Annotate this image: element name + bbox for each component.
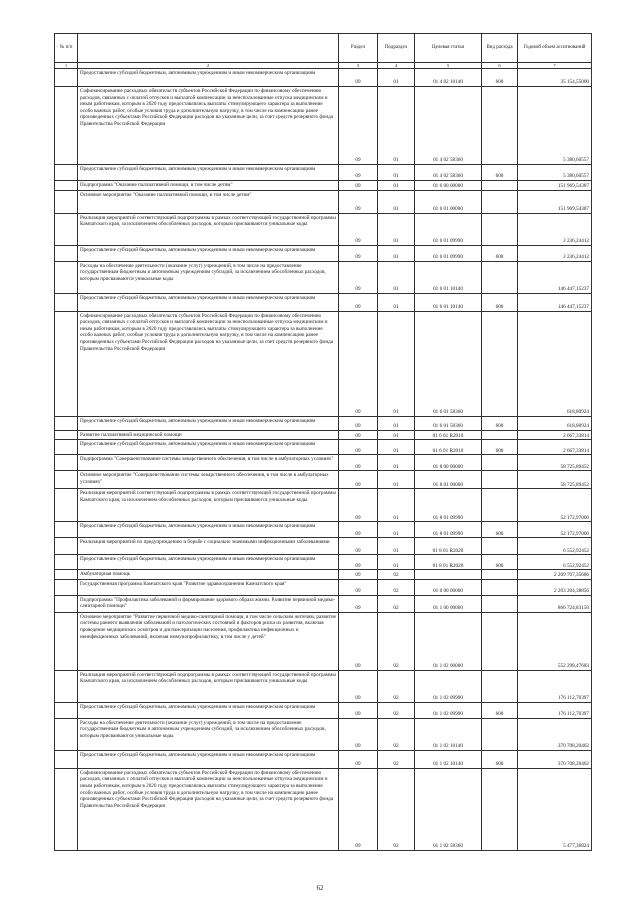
row-expense-type-cell: 600 <box>482 69 518 87</box>
row-expense-type-cell <box>482 455 518 471</box>
row-expense-type-cell: 600 <box>482 293 518 311</box>
header-annual-amount: Годовой объем ассигнований <box>518 34 592 63</box>
row-no-cell <box>55 87 78 165</box>
row-razdel-cell: 09 <box>339 311 378 416</box>
table-row <box>55 293 592 311</box>
row-no-cell <box>55 579 78 595</box>
row-target-article-cell <box>415 570 482 580</box>
row-target-article-cell: 01 4 02 58360 <box>415 165 482 181</box>
row-podrazdel-cell: 01 <box>378 87 415 165</box>
row-razdel-cell: 09 <box>339 489 378 522</box>
row-razdel-cell: 09 <box>339 702 378 718</box>
row-name-cell: Предоставление субсидий бюджетным, автономным учреждениям и иным некоммерческим организациям <box>78 522 339 538</box>
row-name-cell: Предоставление субсидий бюджетным, автономным учреждениям и иным некоммерческим организациям <box>78 440 339 455</box>
row-expense-type-cell: 600 <box>482 555 518 570</box>
row-podrazdel-cell: 01 <box>378 311 415 416</box>
row-no-cell <box>55 69 78 87</box>
row-expense-type-cell <box>482 612 518 670</box>
row-podrazdel-cell: 01 <box>378 245 415 261</box>
row-name-cell: Основное мероприятие "Развитие первичной медико-санитарной помощи, в том числе сельским жителям, развитие системы раннего выявления заболеваний и патологических состояний и факторов риска их развития, включая проведение медицинских осмотров и диспансеризации населения, профилактика инфекционных и неинфекционных заболеваний, включая иммунопрофилактику, в том числе у детей" <box>78 612 339 670</box>
row-name-cell: Предоставление субсидий бюджетным, автономным учреждениям и иным некоммерческим организациям <box>78 245 339 261</box>
row-target-article-cell: 01 6 01 58360 <box>415 311 482 416</box>
table-row <box>55 579 592 595</box>
table-row <box>55 750 592 768</box>
row-name-cell: Расходы на обеспечение деятельности (оказание услуг) учреждений, в том числе на предоставление государственным бюджетным и автономным учреждениям субсидий, за исключением обособленных расходов, которым присваиваются уникальные коды <box>78 718 339 750</box>
budget-sheet <box>54 33 591 851</box>
row-expense-type-cell <box>482 430 518 440</box>
row-podrazdel-cell: 01 <box>378 261 415 293</box>
row-no-cell <box>55 570 78 580</box>
header-expense-type: Вид расхода <box>482 34 518 63</box>
table-row <box>55 702 592 718</box>
row-razdel-cell: 09 <box>339 181 378 191</box>
row-amount-cell: 58 725,89452 <box>518 455 592 471</box>
row-razdel-cell: 09 <box>339 670 378 702</box>
table-row <box>55 181 592 191</box>
row-razdel-cell: 09 <box>339 579 378 595</box>
row-podrazdel-cell: 02 <box>378 612 415 670</box>
row-podrazdel-cell: 01 <box>378 471 415 489</box>
row-razdel-cell: 09 <box>339 430 378 440</box>
table-row <box>55 768 592 850</box>
row-expense-type-cell <box>482 181 518 191</box>
row-name-cell: Реализация мероприятий соответствующей подпрограммы в рамках соответствующей государственной программы Камчатского края, за исключением обособленных расходов, которым присваиваются уникальные коды <box>78 489 339 522</box>
row-podrazdel-cell: 01 <box>378 181 415 191</box>
row-razdel-cell: 09 <box>339 261 378 293</box>
row-target-article-cell: 01 6 01 58360 <box>415 416 482 430</box>
header-razdel: Раздел <box>339 34 378 63</box>
row-target-article-cell: 01 1 02 58360 <box>415 768 482 850</box>
row-podrazdel-cell: 01 <box>378 416 415 430</box>
row-podrazdel-cell: 02 <box>378 595 415 612</box>
row-amount-cell: 5 380,60557 <box>518 87 592 165</box>
header-no: № п/п <box>55 34 78 63</box>
row-target-article-cell: 01 1 02 10140 <box>415 750 482 768</box>
row-name-cell: Предоставление субсидий бюджетным, автономным учреждениям и иным некоммерческим организациям <box>78 750 339 768</box>
row-target-article-cell: 01 1 00 00000 <box>415 595 482 612</box>
table-row <box>55 416 592 430</box>
table-row <box>55 595 592 612</box>
header-row <box>55 34 592 63</box>
row-podrazdel-cell: 01 <box>378 440 415 455</box>
row-podrazdel-cell: 02 <box>378 570 415 580</box>
table-row <box>55 69 592 87</box>
row-amount-cell: 370 708,20462 <box>518 718 592 750</box>
budget-table <box>54 33 592 851</box>
row-amount-cell: 2 667,33814 <box>518 440 592 455</box>
row-no-cell <box>55 165 78 181</box>
row-amount-cell: 176 112,70397 <box>518 670 592 702</box>
row-expense-type-cell <box>482 190 518 213</box>
row-expense-type-cell <box>482 213 518 245</box>
row-amount-cell: 6 552,92452 <box>518 538 592 555</box>
row-razdel-cell: 09 <box>339 87 378 165</box>
row-target-article-cell: 01 1 02 09990 <box>415 670 482 702</box>
row-target-article-cell: 01 1 02 09990 <box>415 702 482 718</box>
row-target-article-cell: 01 6 00 00000 <box>415 181 482 191</box>
row-amount-cell: 6 552,92452 <box>518 555 592 570</box>
row-target-article-cell: 01 8 01 R2020 <box>415 538 482 555</box>
row-expense-type-cell <box>482 261 518 293</box>
header-name <box>78 34 339 63</box>
row-no-cell <box>55 430 78 440</box>
row-no-cell <box>55 538 78 555</box>
table-row <box>55 455 592 471</box>
row-name-cell: Предоставление субсидий бюджетным, автономным учреждениям и иным некоммерческим организациям <box>78 69 339 87</box>
index-cell: 2 <box>78 63 339 69</box>
row-amount-cell: 52 172,97000 <box>518 489 592 522</box>
row-podrazdel-cell: 02 <box>378 702 415 718</box>
row-target-article-cell: 01 6 01 10140 <box>415 293 482 311</box>
table-row <box>55 489 592 522</box>
row-target-article-cell: 01 6 01 09990 <box>415 245 482 261</box>
row-podrazdel-cell: 02 <box>378 670 415 702</box>
row-name-cell: Реализация мероприятий соответствующей подпрограммы в рамках соответствующей государственной программы Камчатского края, за исключением обособленных расходов, которым присваиваются уникальные коды <box>78 213 339 245</box>
row-podrazdel-cell: 01 <box>378 538 415 555</box>
row-amount-cell: 176 112,70397 <box>518 702 592 718</box>
page-number: 62 <box>316 884 324 892</box>
row-name-cell: Расходы на обеспечение деятельности (оказание услуг) учреждений, в том числе на предоставление государственным бюджетным и автономным учреждениям субсидий, за исключением обособленных расходов, которым присваиваются уникальные коды <box>78 261 339 293</box>
row-no-cell <box>55 261 78 293</box>
row-podrazdel-cell: 01 <box>378 555 415 570</box>
row-podrazdel-cell: 01 <box>378 489 415 522</box>
row-no-cell <box>55 750 78 768</box>
row-no-cell <box>55 190 78 213</box>
row-expense-type-cell <box>482 718 518 750</box>
row-name-cell: Предоставление субсидий бюджетным, автономным учреждениям и иным некоммерческим организациям <box>78 416 339 430</box>
row-name-cell: Предоставление субсидий бюджетным, автономным учреждениям и иным некоммерческим организациям <box>78 165 339 181</box>
header-podrazdel: Подраздел <box>378 34 415 63</box>
row-no-cell <box>55 555 78 570</box>
row-razdel-cell: 09 <box>339 455 378 471</box>
row-expense-type-cell: 600 <box>482 165 518 181</box>
row-no-cell <box>55 489 78 522</box>
row-razdel-cell: 09 <box>339 165 378 181</box>
row-razdel-cell: 09 <box>339 612 378 670</box>
row-razdel-cell: 09 <box>339 718 378 750</box>
row-podrazdel-cell: 01 <box>378 190 415 213</box>
row-amount-cell: 146 447,15237 <box>518 261 592 293</box>
row-amount-cell: 5 477,36824 <box>518 768 592 850</box>
row-amount-cell: 370 708,20462 <box>518 750 592 768</box>
index-cell: 4 <box>378 63 415 69</box>
row-no-cell <box>55 702 78 718</box>
row-expense-type-cell <box>482 595 518 612</box>
row-target-article-cell: 01 6 01 R2010 <box>415 440 482 455</box>
row-no-cell <box>55 181 78 191</box>
table-body <box>55 69 592 851</box>
row-name-cell: Подпрограмма "Оказание паллиативной помощи, в том числе детям" <box>78 181 339 191</box>
table-row <box>55 522 592 538</box>
row-name-cell: Предоставление субсидий бюджетным, автономным учреждениям и иным некоммерческим организациям <box>78 293 339 311</box>
row-target-article-cell: 01 8 01 09990 <box>415 489 482 522</box>
row-razdel-cell: 09 <box>339 213 378 245</box>
row-name-cell: Амбулаторная помощь <box>78 570 339 580</box>
row-target-article-cell: 01 8 01 R2020 <box>415 555 482 570</box>
row-no-cell <box>55 768 78 850</box>
row-expense-type-cell <box>482 768 518 850</box>
row-podrazdel-cell: 01 <box>378 213 415 245</box>
row-no-cell <box>55 670 78 702</box>
table-row <box>55 538 592 555</box>
row-name-cell: Основное мероприятие "Совершенствование системы лекарственного обеспечения, в том числе в амбулаторных условиях" <box>78 471 339 489</box>
row-target-article-cell: 01 6 01 09990 <box>415 213 482 245</box>
row-amount-cell: 2 203 204,38856 <box>518 579 592 595</box>
row-name-cell: Предоставление субсидий бюджетным, автономным учреждениям и иным некоммерческим организациям <box>78 702 339 718</box>
row-no-cell <box>55 718 78 750</box>
index-cell: 1 <box>55 63 78 69</box>
row-name-cell: Реализация мероприятий соответствующей подпрограммы в рамках соответствующей государственной программы Камчатского края, за исключением обособленных расходов, которым присваиваются уникальные коды <box>78 670 339 702</box>
row-razdel-cell: 09 <box>339 555 378 570</box>
table-row <box>55 261 592 293</box>
row-no-cell <box>55 440 78 455</box>
row-podrazdel-cell: 02 <box>378 718 415 750</box>
row-razdel-cell: 09 <box>339 595 378 612</box>
row-podrazdel-cell: 01 <box>378 455 415 471</box>
row-target-article-cell: 01 6 01 00000 <box>415 190 482 213</box>
row-amount-cell: 618,80924 <box>518 311 592 416</box>
header-target-article: Целевая статья <box>415 34 482 63</box>
row-expense-type-cell <box>482 570 518 580</box>
row-expense-type-cell <box>482 670 518 702</box>
row-expense-type-cell: 600 <box>482 416 518 430</box>
row-target-article-cell: 01 6 01 10140 <box>415 261 482 293</box>
row-no-cell <box>55 213 78 245</box>
row-expense-type-cell <box>482 538 518 555</box>
row-no-cell <box>55 522 78 538</box>
row-no-cell <box>55 612 78 670</box>
table-row <box>55 440 592 455</box>
row-expense-type-cell <box>482 311 518 416</box>
row-razdel-cell: 09 <box>339 538 378 555</box>
table-row <box>55 87 592 165</box>
table-row <box>55 311 592 416</box>
row-amount-cell: 5 380,60557 <box>518 165 592 181</box>
table-row <box>55 718 592 750</box>
row-razdel-cell: 09 <box>339 293 378 311</box>
row-name-cell: Подпрограмма "Совершенствование системы лекарственного обеспечения, в том числе в амбулаторных условиях" <box>78 455 339 471</box>
row-razdel-cell: 09 <box>339 750 378 768</box>
row-podrazdel-cell: 01 <box>378 522 415 538</box>
index-cell: 5 <box>415 63 482 69</box>
row-expense-type-cell <box>482 579 518 595</box>
index-cell: 7 <box>518 63 592 69</box>
row-amount-cell: 35 154,55000 <box>518 69 592 87</box>
row-no-cell <box>55 293 78 311</box>
row-name-cell: Государственная программа Камчатского края "Развитие здравоохранения Камчатского края" <box>78 579 339 595</box>
row-no-cell <box>55 416 78 430</box>
row-no-cell <box>55 455 78 471</box>
row-razdel-cell: 09 <box>339 440 378 455</box>
row-no-cell <box>55 595 78 612</box>
row-target-article-cell: 01 4 02 10140 <box>415 69 482 87</box>
row-podrazdel-cell: 02 <box>378 750 415 768</box>
table-row <box>55 165 592 181</box>
row-amount-cell: 151 969,54387 <box>518 181 592 191</box>
index-cell: 6 <box>482 63 518 69</box>
row-target-article-cell: 01 8 00 00000 <box>415 455 482 471</box>
row-expense-type-cell: 600 <box>482 440 518 455</box>
row-expense-type-cell <box>482 471 518 489</box>
row-razdel-cell: 09 <box>339 245 378 261</box>
row-podrazdel-cell: 01 <box>378 69 415 87</box>
row-podrazdel-cell: 02 <box>378 768 415 850</box>
table-row <box>55 471 592 489</box>
table-row <box>55 213 592 245</box>
row-expense-type-cell: 600 <box>482 245 518 261</box>
row-podrazdel-cell: 02 <box>378 579 415 595</box>
row-amount-cell: 151 969,54387 <box>518 190 592 213</box>
table-row <box>55 245 592 261</box>
row-amount-cell: 866 724,83150 <box>518 595 592 612</box>
row-no-cell <box>55 245 78 261</box>
row-name-cell: Подпрограмма "Профилактика заболеваний и формирование здорового образа жизни. Развитие первичной медико-санитарной помощи" <box>78 595 339 612</box>
row-name-cell: Софинансирование расходных обязательств субъектов Российской Федерации по финансовому обеспечению расходов, связанных с оплатой отпусков и выплатой компенсации за неиспользованные отпуска медицинским и иным работникам, которым в 2020 году предоставлялись выплаты стимулирующего характера за выполнение особо важных работ, особые условия труда и дополнительную нагрузку, в том числе на компенсацию ранее произведенных субъектами Российской Федерации расходов на указанные цели, за счет средств резервного фонда Правительства Российской Федерации <box>78 87 339 165</box>
row-razdel-cell: 09 <box>339 471 378 489</box>
row-name-cell: Предоставление субсидий бюджетным, автономным учреждениям и иным некоммерческим организациям <box>78 555 339 570</box>
row-target-article-cell: 01 8 01 09990 <box>415 522 482 538</box>
table-row <box>55 570 592 580</box>
row-amount-cell: 146 447,15237 <box>518 293 592 311</box>
row-target-article-cell: 01 6 01 R2010 <box>415 430 482 440</box>
row-amount-cell: 2 209 707,35686 <box>518 570 592 580</box>
row-name-cell: Развитие паллиативной медицинской помощи <box>78 430 339 440</box>
row-amount-cell: 52 172,97000 <box>518 522 592 538</box>
row-target-article-cell: 01 1 02 10140 <box>415 718 482 750</box>
row-no-cell <box>55 471 78 489</box>
row-razdel-cell: 09 <box>339 69 378 87</box>
row-no-cell <box>55 311 78 416</box>
row-expense-type-cell: 600 <box>482 702 518 718</box>
row-target-article-cell: 01 8 01 00000 <box>415 471 482 489</box>
table-row <box>55 430 592 440</box>
index-cell: 3 <box>339 63 378 69</box>
row-amount-cell: 2 236,24412 <box>518 213 592 245</box>
table-row <box>55 612 592 670</box>
table-row <box>55 555 592 570</box>
row-name-cell: Реализация мероприятий по предупреждению и борьбе с социально значимыми инфекционными заболеваниями <box>78 538 339 555</box>
row-razdel-cell: 09 <box>339 522 378 538</box>
row-razdel-cell: 09 <box>339 768 378 850</box>
row-name-cell: Основное мероприятие "Оказание паллиативной помощи, в том числе детям" <box>78 190 339 213</box>
row-amount-cell: 618,80924 <box>518 416 592 430</box>
table-row <box>55 670 592 702</box>
row-target-article-cell: 01 1 02 00000 <box>415 612 482 670</box>
row-expense-type-cell: 600 <box>482 750 518 768</box>
row-podrazdel-cell: 01 <box>378 165 415 181</box>
row-expense-type-cell <box>482 87 518 165</box>
row-podrazdel-cell: 01 <box>378 293 415 311</box>
row-expense-type-cell <box>482 489 518 522</box>
row-expense-type-cell: 600 <box>482 522 518 538</box>
row-target-article-cell: 01 0 00 00000 <box>415 579 482 595</box>
table-row <box>55 190 592 213</box>
row-target-article-cell: 01 4 02 58360 <box>415 87 482 165</box>
row-amount-cell: 552 298,47683 <box>518 612 592 670</box>
row-razdel-cell: 09 <box>339 416 378 430</box>
row-name-cell: Софинансирование расходных обязательств субъектов Российской Федерации по финансовому обеспечению расходов, связанных с оплатой отпусков и выплатой компенсации за неиспользованные отпуска медицинским и иным работникам, которым в 2020 году предоставлялись выплаты стимулирующего характера за выполнение особо важных работ, особые условия труда и дополнительную нагрузку, в том числе на компенсацию ранее произведенных субъектами Российской Федерации расходов на указанные цели, за счет средств резервного фонда Правительства Российской Федерации <box>78 768 339 850</box>
row-amount-cell: 2 667,33814 <box>518 430 592 440</box>
row-podrazdel-cell: 01 <box>378 430 415 440</box>
row-razdel-cell: 09 <box>339 190 378 213</box>
row-amount-cell: 58 725,89452 <box>518 471 592 489</box>
row-amount-cell: 2 236,24412 <box>518 245 592 261</box>
row-razdel-cell: 09 <box>339 570 378 580</box>
row-name-cell: Софинансирование расходных обязательств субъектов Российской Федерации по финансовому обеспечению расходов, связанных с оплатой отпусков и выплатой компенсации за неиспользованные отпуска медицинским и иным работникам, которым в 2020 году предоставлялись выплаты стимулирующего характера за выполнение особо важных работ, особые условия труда и дополнительную нагрузку, в том числе на компенсацию ранее произведенных субъектами Российской Федерации расходов на указанные цели, за счет средств резервного фонда Правительства Российской Федерации <box>78 311 339 416</box>
